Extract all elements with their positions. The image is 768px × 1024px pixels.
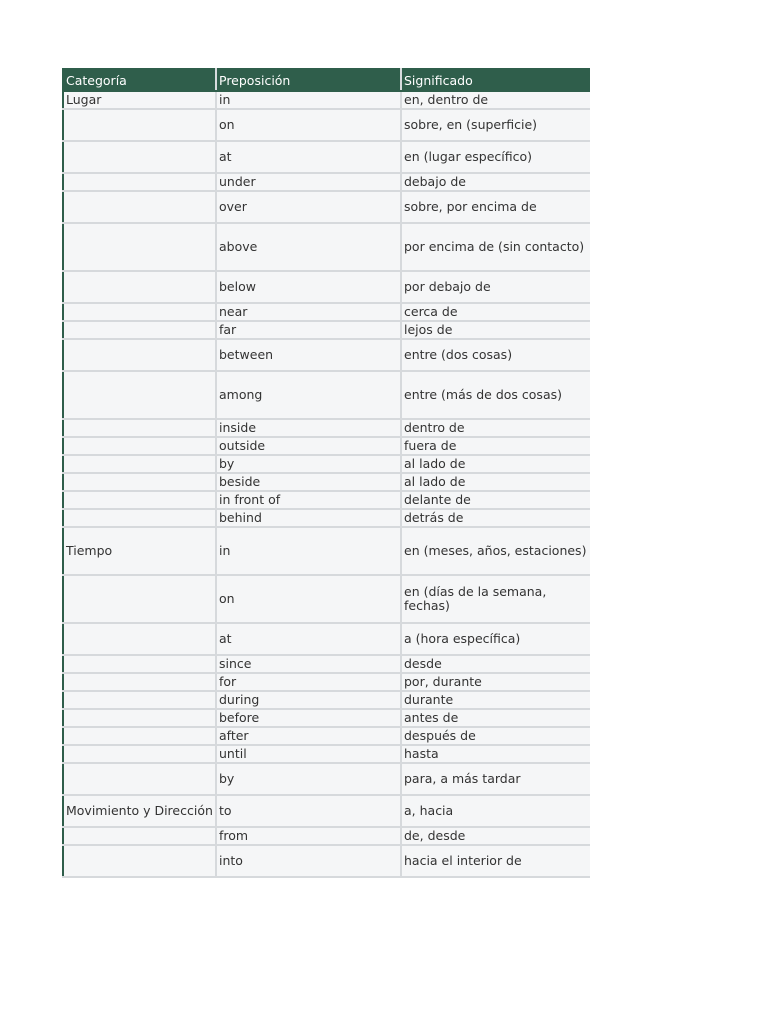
meaning-cell[interactable]: por encima de (sin contacto) — [401, 223, 590, 271]
category-cell[interactable] — [63, 673, 216, 691]
category-cell[interactable] — [63, 763, 216, 795]
meaning-cell[interactable]: cerca de — [401, 303, 590, 321]
meaning-cell[interactable]: en, dentro de — [401, 91, 590, 109]
preposition-cell[interactable]: outside — [216, 437, 401, 455]
table-row — [63, 763, 590, 795]
table-row — [63, 745, 590, 763]
category-cell[interactable] — [63, 339, 216, 371]
header-row — [63, 69, 590, 91]
preposition-cell[interactable]: beside — [216, 473, 401, 491]
table-row — [63, 827, 590, 845]
preposition-cell[interactable]: near — [216, 303, 401, 321]
meaning-cell[interactable]: delante de — [401, 491, 590, 509]
preposition-cell[interactable]: since — [216, 655, 401, 673]
table-row — [63, 303, 590, 321]
preposition-cell[interactable]: inside — [216, 419, 401, 437]
preposition-cell[interactable]: between — [216, 339, 401, 371]
meaning-cell[interactable]: durante — [401, 691, 590, 709]
table-row — [63, 575, 590, 623]
category-cell[interactable]: Movimiento y Dirección — [63, 795, 216, 827]
meaning-cell[interactable]: por, durante — [401, 673, 590, 691]
table-row — [63, 91, 590, 109]
table-row — [63, 419, 590, 437]
meaning-cell[interactable]: entre (dos cosas) — [401, 339, 590, 371]
prepositions-table — [62, 68, 590, 878]
preposition-cell[interactable]: to — [216, 795, 401, 827]
preposition-cell[interactable]: at — [216, 623, 401, 655]
preposition-cell[interactable]: after — [216, 727, 401, 745]
category-cell[interactable] — [63, 575, 216, 623]
meaning-cell[interactable]: debajo de — [401, 173, 590, 191]
table-row — [63, 339, 590, 371]
meaning-cell[interactable]: a, hacia — [401, 795, 590, 827]
table-row — [63, 109, 590, 141]
preposition-cell[interactable]: among — [216, 371, 401, 419]
category-cell[interactable] — [63, 473, 216, 491]
spreadsheet-table-area — [62, 68, 590, 944]
preposition-cell[interactable]: by — [216, 763, 401, 795]
meaning-cell[interactable]: sobre, por encima de — [401, 191, 590, 223]
preposition-cell[interactable]: for — [216, 673, 401, 691]
meaning-cell[interactable]: en (lugar específico) — [401, 141, 590, 173]
table-row — [63, 271, 590, 303]
table-row — [63, 845, 590, 877]
category-cell[interactable] — [63, 623, 216, 655]
preposition-cell[interactable]: until — [216, 745, 401, 763]
category-cell[interactable] — [63, 745, 216, 763]
category-cell[interactable] — [63, 223, 216, 271]
preposition-cell[interactable]: over — [216, 191, 401, 223]
table-row — [63, 491, 590, 509]
category-cell[interactable]: Lugar — [63, 91, 216, 109]
table-row — [63, 655, 590, 673]
preposition-cell[interactable]: above — [216, 223, 401, 271]
category-cell[interactable] — [63, 727, 216, 745]
meaning-cell[interactable]: después de — [401, 727, 590, 745]
table-row — [63, 371, 590, 419]
table-body — [63, 91, 590, 877]
meaning-cell[interactable]: para, a más tardar — [401, 763, 590, 795]
preposition-cell[interactable]: under — [216, 173, 401, 191]
meaning-cell[interactable]: antes de — [401, 709, 590, 727]
meaning-cell[interactable]: en (meses, años, estaciones) — [401, 527, 590, 575]
table-row — [63, 437, 590, 455]
table-row — [63, 527, 590, 575]
table-row — [63, 223, 590, 271]
meaning-cell[interactable]: lejos de — [401, 321, 590, 339]
preposition-cell[interactable]: from — [216, 827, 401, 845]
table-row — [63, 321, 590, 339]
category-cell[interactable] — [63, 271, 216, 303]
preposition-cell[interactable]: during — [216, 691, 401, 709]
table-row — [63, 691, 590, 709]
header-preposition[interactable]: Preposición — [216, 69, 401, 91]
category-cell[interactable] — [63, 109, 216, 141]
preposition-cell[interactable]: on — [216, 109, 401, 141]
category-cell[interactable] — [63, 419, 216, 437]
category-cell[interactable] — [63, 455, 216, 473]
category-cell[interactable] — [63, 845, 216, 877]
table-row — [63, 727, 590, 745]
meaning-cell[interactable]: entre (más de dos cosas) — [401, 371, 590, 419]
preposition-cell[interactable]: by — [216, 455, 401, 473]
preposition-cell[interactable]: into — [216, 845, 401, 877]
header-category[interactable]: Categoría — [63, 69, 216, 91]
meaning-cell[interactable]: sobre, en (superficie) — [401, 109, 590, 141]
category-cell[interactable] — [63, 371, 216, 419]
category-cell[interactable] — [63, 303, 216, 321]
meaning-cell[interactable]: hasta — [401, 745, 590, 763]
category-cell[interactable] — [63, 691, 216, 709]
table-row — [63, 473, 590, 491]
category-cell[interactable] — [63, 509, 216, 527]
preposition-cell[interactable]: in — [216, 527, 401, 575]
meaning-cell[interactable]: desde — [401, 655, 590, 673]
preposition-cell[interactable]: behind — [216, 509, 401, 527]
meaning-cell[interactable]: por debajo de — [401, 271, 590, 303]
table-row — [63, 795, 590, 827]
meaning-cell[interactable]: al lado de — [401, 473, 590, 491]
preposition-cell[interactable]: at — [216, 141, 401, 173]
category-cell[interactable] — [63, 709, 216, 727]
table-row — [63, 141, 590, 173]
meaning-cell[interactable]: a (hora específica) — [401, 623, 590, 655]
meaning-cell[interactable]: fuera de — [401, 437, 590, 455]
table-row — [63, 709, 590, 727]
meaning-cell[interactable]: de, desde — [401, 827, 590, 845]
category-cell[interactable] — [63, 827, 216, 845]
meaning-cell[interactable]: detrás de — [401, 509, 590, 527]
category-cell[interactable] — [63, 437, 216, 455]
category-cell[interactable] — [63, 191, 216, 223]
table-row — [63, 191, 590, 223]
category-cell[interactable] — [63, 173, 216, 191]
table-row — [63, 173, 590, 191]
preposition-cell[interactable]: below — [216, 271, 401, 303]
preposition-cell[interactable]: in — [216, 91, 401, 109]
preposition-cell[interactable]: in front of — [216, 491, 401, 509]
category-cell[interactable] — [63, 655, 216, 673]
table-row — [63, 455, 590, 473]
table-row — [63, 509, 590, 527]
table-row — [63, 623, 590, 655]
header-meaning[interactable]: Significado — [401, 69, 590, 91]
meaning-cell[interactable]: en (días de la semana, fechas) — [401, 575, 590, 623]
table-row — [63, 673, 590, 691]
category-cell[interactable] — [63, 321, 216, 339]
category-cell[interactable]: Tiempo — [63, 527, 216, 575]
preposition-cell[interactable]: far — [216, 321, 401, 339]
meaning-cell[interactable]: hacia el interior de — [401, 845, 590, 877]
category-cell[interactable] — [63, 491, 216, 509]
meaning-cell[interactable]: al lado de — [401, 455, 590, 473]
meaning-cell[interactable]: dentro de — [401, 419, 590, 437]
preposition-cell[interactable]: on — [216, 575, 401, 623]
preposition-cell[interactable]: before — [216, 709, 401, 727]
category-cell[interactable] — [63, 141, 216, 173]
